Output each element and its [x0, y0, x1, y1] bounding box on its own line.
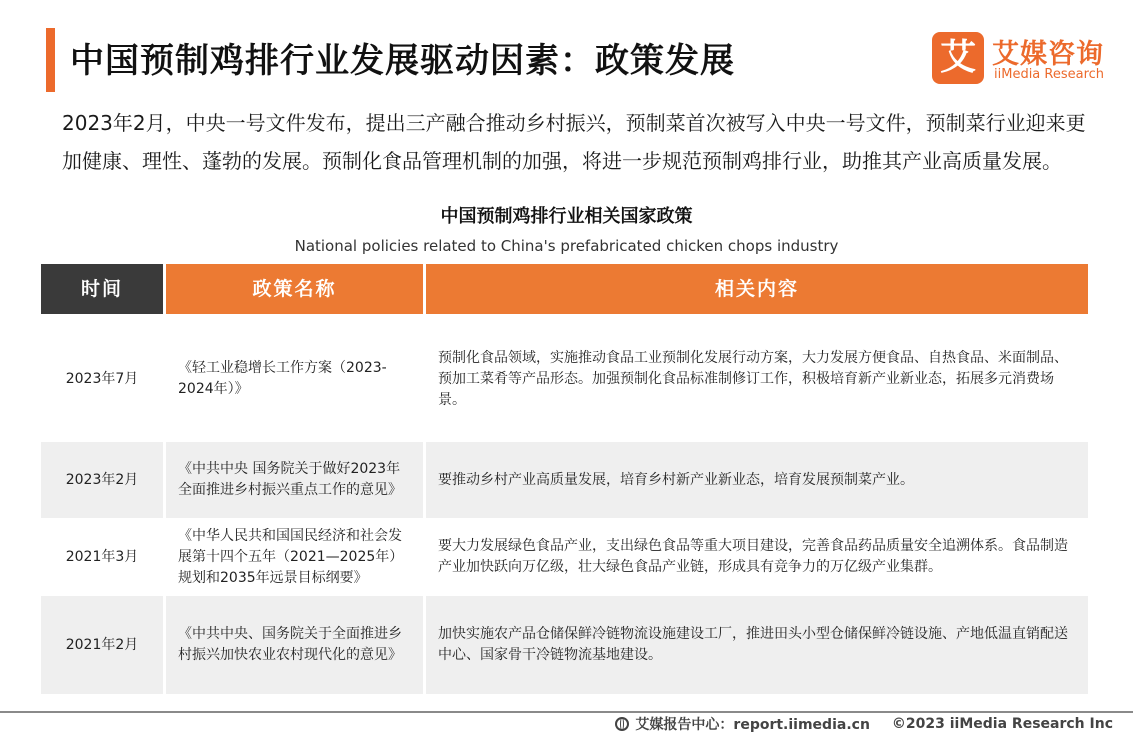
logo-name-en: iiMedia Research [994, 67, 1105, 82]
footer-divider [0, 711, 1133, 713]
row-policy-name: 《中共中央 国务院关于做好2023年全面推进乡村振兴重点工作的意见》 [178, 461, 402, 498]
row-policy-name: 《中共中央、国务院关于全面推进乡村振兴加快农业农村现代化的意见》 [178, 626, 402, 663]
table-header-row [41, 264, 1088, 314]
row-content: 预制化食品领域，实施推动食品工业预制化发展行动方案，大力发展方便食品、自热食品、米面制品、预加工菜肴等产品形态。加强预制化食品标准制修订工作，积极培育新产业新业态，拓展多元消费场景。 [438, 349, 1068, 408]
row-content: 要推动乡村产业高质量发展，培育乡村新产业新业态，培育发展预制菜产业。 [438, 471, 914, 488]
row-time: 2021年3月 [41, 520, 163, 594]
footer-source: 艾媒报告中心：report.iimedia.cn [635, 717, 870, 733]
table-title-cn: 中国预制鸡排行业相关国家政策 [440, 206, 693, 227]
footer [615, 714, 1113, 734]
logo-name-cn: 艾媒咨询 [992, 39, 1104, 70]
title-accent-bar [46, 28, 55, 92]
table-row [41, 596, 1088, 694]
intro-paragraph: 2023年2月，中央一号文件发布，提出三产融合推动乡村振兴，预制菜首次被写入中央一号文件，预制菜行业迎来更加健康、理性、蓬勃的发展。预制化食品管理机制的加强，将进一步规范预制鸡排行业，助推其产业高质量发展。 [62, 111, 1086, 173]
table-row [41, 520, 1088, 594]
table-row [41, 318, 1088, 440]
policy-table [41, 264, 1088, 694]
row-time: 2023年2月 [41, 442, 163, 518]
table-row [41, 442, 1088, 518]
header-policy-name: 政策名称 [166, 264, 423, 314]
logo-mark-icon: 艾 [932, 32, 984, 84]
row-time: 2021年2月 [41, 596, 163, 694]
globe-icon [615, 717, 629, 731]
row-time: 2023年7月 [41, 318, 163, 440]
header-content: 相关内容 [426, 264, 1088, 314]
header-time: 时间 [41, 264, 163, 314]
footer-copyright: ©2023 iiMedia Research Inc [891, 716, 1113, 732]
row-content: 要大力发展绿色食品产业，支出绿色食品等重大项目建设，完善食品药品质量安全追溯体系。食品制造产业加快跃向万亿级，壮大绿色食品产业链，形成具有竞争力的万亿级产业集群。 [438, 538, 1068, 575]
row-policy-name: 《轻工业稳增长工作方案（2023-2024年）》 [178, 360, 387, 397]
page-title: 中国预制鸡排行业发展驱动因素：政策发展 [70, 41, 735, 81]
row-policy-name: 《中华人民共和国国民经济和社会发展第十四个五年（2021—2025年）规划和2035年远景目标纲要》 [178, 527, 404, 586]
row-content: 加快实施农产品仓储保鲜冷链物流设施建设工厂，推进田头小型仓储保鲜冷链设施、产地低温直销配送中心、国家骨干冷链物流基地建设。 [438, 626, 1068, 663]
brand-logo [932, 32, 1122, 88]
table-title-en: National policies related to China's prefabricated chicken chops industry [294, 237, 839, 255]
